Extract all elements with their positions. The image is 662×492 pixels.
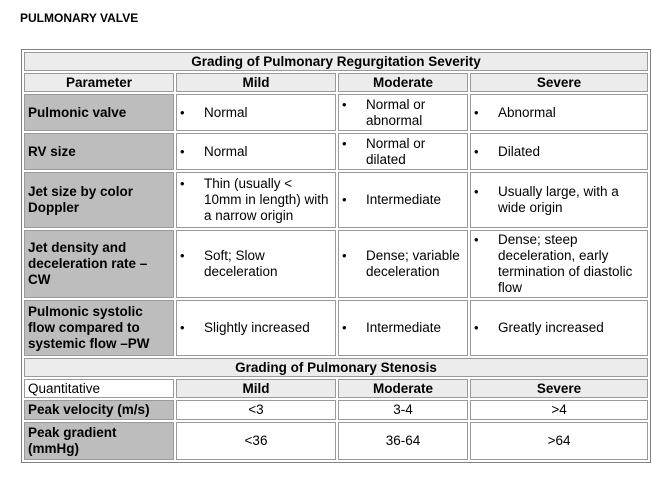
header-severe: Severe — [470, 73, 648, 92]
row-parameter: Jet density and deceleration rate – CW — [24, 230, 174, 298]
bullet-icon: • — [180, 320, 185, 335]
cell-severe: >64 — [470, 422, 648, 460]
table-row — [24, 172, 648, 228]
row-parameter: Jet size by color Doppler — [24, 172, 174, 228]
row-parameter: RV size — [24, 133, 174, 170]
header-mild: Mild — [176, 379, 336, 398]
regurgitation-section-title: Grading of Pulmonary Regurgitation Severity — [24, 52, 648, 71]
header-quantitative: Quantitative — [24, 379, 174, 398]
stenosis-section-title: Grading of Pulmonary Stenosis — [24, 358, 648, 377]
pulmonary-grading-table — [21, 49, 651, 463]
bullet-icon: • — [474, 104, 479, 120]
bullet-icon: • — [180, 248, 185, 263]
header-severe: Severe — [470, 379, 648, 398]
bullet-icon: • — [474, 184, 479, 199]
bullet-icon: • — [474, 143, 479, 159]
cell-mild: • Normal — [176, 94, 336, 131]
table-row — [24, 300, 648, 356]
cell-mild: • Soft; Slow deceleration — [176, 230, 336, 298]
bullet-icon: • — [342, 192, 347, 207]
cell-mild: <36 — [176, 422, 336, 460]
header-mild: Mild — [176, 73, 336, 92]
cell-mild: • Normal — [176, 133, 336, 170]
row-parameter: Pulmonic valve — [24, 94, 174, 131]
cell-severe: • Dense; steep deceleration, early termination of diastolic flow — [470, 230, 648, 298]
header-moderate: Moderate — [338, 73, 468, 92]
bullet-icon: • — [342, 320, 347, 335]
row-parameter: Peak gradient (mmHg) — [24, 422, 174, 460]
row-parameter: Pulmonic systolic flow compared to systemic flow –PW — [24, 300, 174, 356]
bullet-icon: • — [474, 232, 479, 247]
cell-severe: • Dilated — [470, 133, 648, 170]
cell-moderate: • Normal or dilated — [338, 133, 468, 170]
bullet-icon: • — [180, 104, 185, 120]
bullet-icon: • — [474, 320, 479, 335]
cell-moderate: 36-64 — [338, 422, 468, 460]
cell-severe: >4 — [470, 400, 648, 420]
table-row — [24, 422, 648, 460]
header-moderate: Moderate — [338, 379, 468, 398]
cell-moderate: • Intermediate — [338, 172, 468, 228]
cell-mild: <3 — [176, 400, 336, 420]
bullet-icon: • — [342, 248, 347, 263]
bullet-icon: • — [342, 135, 347, 151]
page-title: PULMONARY VALVE — [20, 11, 139, 25]
table-row — [24, 400, 648, 420]
cell-severe: • Usually large, with a wide origin — [470, 172, 648, 228]
cell-moderate: • Dense; variable deceleration — [338, 230, 468, 298]
cell-mild: • Thin (usually < 10mm in length) with a narrow origin — [176, 172, 336, 228]
bullet-icon: • — [180, 176, 185, 191]
cell-moderate: • Normal or abnormal — [338, 94, 468, 131]
header-parameter: Parameter — [24, 73, 174, 92]
cell-severe: • Greatly increased — [470, 300, 648, 356]
cell-moderate: • Intermediate — [338, 300, 468, 356]
cell-severe: • Abnormal — [470, 94, 648, 131]
table-row — [24, 230, 648, 298]
row-parameter: Peak velocity (m/s) — [24, 400, 174, 420]
table-row — [24, 133, 648, 170]
bullet-icon: • — [342, 96, 347, 112]
cell-mild: • Slightly increased — [176, 300, 336, 356]
bullet-icon: • — [180, 143, 185, 159]
table-row — [24, 94, 648, 131]
cell-moderate: 3-4 — [338, 400, 468, 420]
